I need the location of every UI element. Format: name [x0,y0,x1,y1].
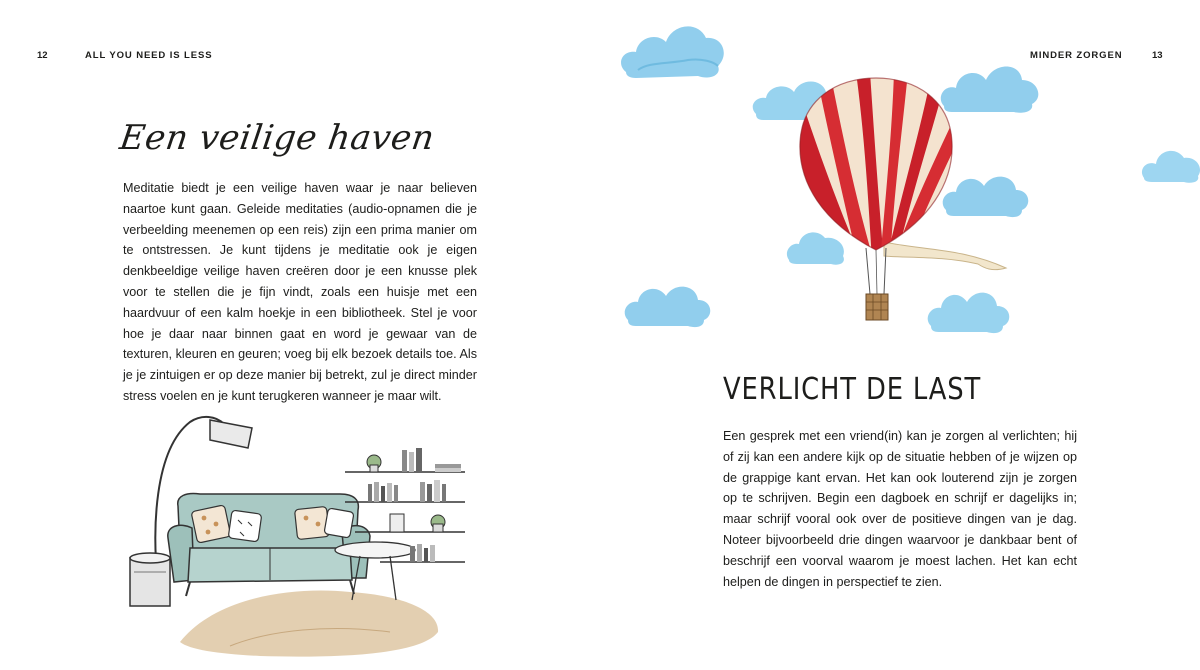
right-page [600,0,1200,670]
rug [180,591,438,657]
balloon-ribbon [884,242,1006,270]
watercolor-cloud-icon [622,272,712,330]
hot-air-balloon-illustration [792,72,1012,332]
page-number-right: 13 [1152,50,1163,61]
section-title-right: VERLICHT DE LAST [723,372,982,407]
watercolor-cloud-icon [1140,136,1200,186]
paragraph-right: Een gesprek met een vriend(in) kan je zorgen al verlichten; hij of zij kan een andere kijk op de situatie hebben of je wijzen op de grappige kant ervan. Het kan ook louterend zijn je zorgen op te schrijven. Begin een dagboek en schrijf er dagelijks in; maar schrijf vooral ook over de positieve dingen van je dag. Noteer bijvoorbeeld drie dingen waarvoor je dankbaar bent of beschrijf een voorval waarom je moest lachen. Het kan echt helpen de dingen in perspectief te zien. [723,429,1077,589]
sofa [168,494,370,597]
running-head-right: MINDER ZORGEN [1030,50,1123,61]
paragraph-left: Meditatie biedt je een veilige haven waar je naar believen naartoe kunt gaan. Geleide meditaties (audio-opnamen die je verbeelding meenemen op een reis) zijn een prima manier om te ontstressen. Je kunt tijdens je meditatie ook je eigen denkbeeldige veilige haven creëren door je een knusse plek voor te stellen die je fijn vindt, zoals een huisje met een haardvuur of een kalm hoekje in een bibliotheek. Stel je voor hoe je daar naar binnen gaat en word je gewaar van de texturen, kleuren en geuren; voeg bij elk bezoek details toe. Als je je zintuigen er op deze manier bij betrekt, zul je direct minder stress voelen en je kunt terugkeren wanneer je maar wilt. [123,181,477,403]
watercolor-cloud-icon [618,14,728,84]
running-head-left: ALL YOU NEED IS LESS [85,50,213,61]
balloon-basket [866,294,888,320]
side-table [130,558,170,606]
section-title-left: Een veilige haven [117,118,437,158]
coffee-table [335,542,415,558]
sofa-lamp-bookshelf-illustration [120,410,480,660]
page-number-left: 12 [37,50,48,61]
